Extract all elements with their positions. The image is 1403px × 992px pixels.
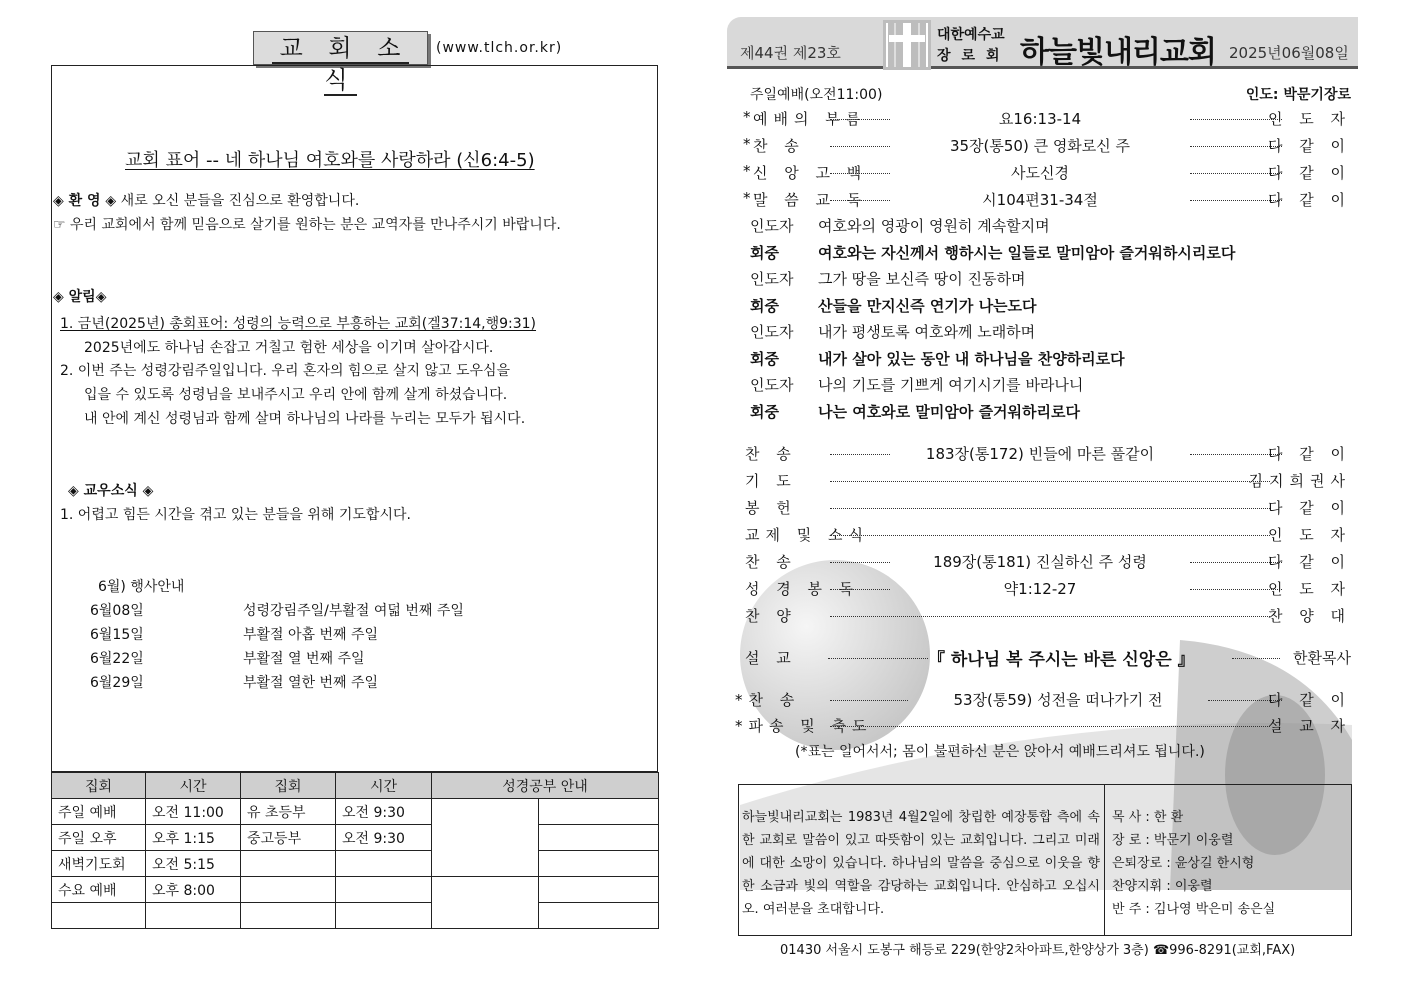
schedule-cell: 주일 예배 [52,799,146,825]
event-description: 성령강림주일/부활절 여덟 번째 주일 [243,603,464,619]
service-leader: 인도: 박문기장로 [1245,87,1351,103]
reading-text: 내가 살아 있는 동안 내 하나님을 찬양하리로다 [818,349,1125,368]
welcome-line [53,190,359,210]
schedule-cell: 오전 9:30 [336,825,432,851]
order-content: 35장(통50) 큰 영화로신 주 [949,137,1131,155]
schedule-cell [241,877,336,903]
notice-1b: 2025년에도 하나님 손잡고 거칠고 험한 세상을 이기며 살아갑시다. [84,340,494,356]
leader-dots [830,173,890,174]
order-mark: * [743,189,751,207]
order-content: 183장(통172) 빈들에 마른 풀같이 [925,445,1155,463]
bible-study-cell [539,877,659,903]
order-responsible: 다 같 이 [1267,191,1351,209]
order-responsible: 김지희권사 [1248,472,1351,490]
reading-text: 그가 땅을 보신즉 땅이 진동하며 [818,270,1026,288]
order-mark: * [743,108,751,126]
event-date: 6월15일 [90,627,144,643]
bible-study-cell [539,903,659,929]
bible-study-cell [432,877,539,929]
reading-text: 산들을 만지신즉 연기가 나는도다 [818,296,1037,315]
reading-text: 여호와의 영광이 영원히 계속할지며 [818,217,1050,235]
sermon-item: 설 교 [745,649,797,667]
schedule-cell: 수요 예배 [52,877,146,903]
schedule-header: 시간 [336,773,432,799]
schedule-header-row [52,773,659,799]
welcome-heading: ◈ 환 영 ◈ [53,193,117,209]
news-title: 교 회 소 식 [253,31,428,65]
schedule-header: 시간 [146,773,241,799]
schedule-cell [336,877,432,903]
schedule-cell: 오후 8:00 [146,877,241,903]
denomination: 대한예수교 [937,27,1005,43]
schedule-cell [52,903,146,929]
leader-dots [830,589,890,590]
reading-speaker: 회중 [750,243,779,262]
stand-note: (*표는 일어서서; 몸이 불편하신 분은 앉아서 예배드리셔도 됩니다.) [795,744,1205,760]
schedule-cell: 오후 1:15 [146,825,241,851]
notice-heading: ◈ 알림◈ [53,289,107,305]
cross-logo-icon [883,20,931,70]
reading-speaker: 인도자 [750,323,794,341]
reading-text: 나는 여호와로 말미암아 즐거워하리로다 [818,402,1080,421]
schedule-cell [336,903,432,929]
church-address: 01430 서울시 도봉구 해등로 229(한양2차아파트,한양상가 3층) ☎996-8291(교회,FAX) [780,943,1296,958]
bulletin-date: 2025년06월08일 [1229,44,1349,62]
service-title: 주일예배(오전11:00) [750,87,883,103]
sermon-title: 『 하나님 복 주시는 바른 신앙은 』 [928,650,1195,670]
reading-speaker: 회중 [750,402,779,421]
notice-2a: 2. 이번 주는 성령강림주일입니다. 우리 혼자의 힘으로 살지 않고 도우심을 [60,363,511,379]
order-item: *찬 송 [735,691,801,709]
schedule-row [52,851,659,877]
event-date: 6월29일 [90,675,144,691]
order-responsible: 찬 양 대 [1267,607,1351,625]
welcome-invite: ☞ 우리 교회에서 함께 믿음으로 살기를 원하는 분은 교역자를 만나주시기 바랍니다. [53,217,561,233]
order-item: 말 씀 교 독 [753,191,868,209]
event-description: 부활절 열 번째 주일 [243,651,365,667]
schedule-cell: 새벽기도회 [52,851,146,877]
event-description: 부활절 열한 번째 주일 [243,675,379,691]
leader-dots [830,562,890,563]
church-name: 하늘빛내리교회 [1020,35,1216,70]
order-item: 기 도 [745,472,797,490]
members-heading: ◈ 교우소식 ◈ [68,483,154,499]
schedule-cell [146,903,241,929]
sermon-preacher: 한환목사 [1293,649,1351,667]
order-item: *파송 및 축도 [735,717,873,735]
intro-divider [1104,784,1105,936]
order-responsible: 다 같 이 [1267,137,1351,155]
order-content: 시104편31-34절 [982,191,1098,209]
notice-2b: 입을 수 있도록 성령님을 보내주시고 우리 안에 함께 살게 하셨습니다. [84,387,508,403]
schedule-row [52,799,659,825]
order-responsible: 인 도 자 [1267,580,1351,598]
reading-speaker: 회중 [750,296,779,315]
schedule-cell: 중고등부 [241,825,336,851]
leader-dots [830,119,890,120]
leader-dots [830,508,1270,509]
order-item: 찬 송 [745,553,797,571]
leader-dots [830,146,890,147]
order-item: 성 경 봉 독 [745,580,860,598]
schedule-row [52,903,659,929]
order-content: 요16:13-14 [998,110,1082,128]
schedule-cell: 오전 9:30 [336,799,432,825]
notice-2c: 내 안에 계신 성령님과 함께 살며 하나님의 나라를 누리는 모두가 됩시다. [84,411,526,427]
bible-study-cell [539,851,659,877]
order-item: 찬 송 [745,445,797,463]
denomination-elder: 장로회 [937,48,1011,64]
leader-dots [830,616,1270,617]
reading-text: 내가 평생토록 여호와께 노래하며 [818,323,1036,341]
schedule-header: 집회 [241,773,336,799]
order-responsible: 다 같 이 [1267,445,1351,463]
leader-dots [828,658,928,659]
bible-study-cell [539,825,659,851]
reading-speaker: 회중 [750,349,779,368]
order-content: 189장(통181) 진실하신 주 성령 [933,553,1147,571]
schedule-header: 집회 [52,773,146,799]
schedule-header: 성경공부 안내 [432,773,659,799]
reading-speaker: 인도자 [750,217,794,235]
leader-dots [830,535,1270,536]
order-item: 교제 및 소식 [745,526,869,544]
schedule-cell: 오전 5:15 [146,851,241,877]
staff-entry: 장 로 : 박문기 이웅렬 [1112,833,1234,848]
volume-number: 제44권 제23호 [740,44,841,62]
schedule-cell [336,851,432,877]
order-responsible: 설 교 자 [1267,717,1351,735]
schedule-table [51,772,659,929]
leader-dots [830,200,890,201]
leader-dots [830,726,1270,727]
leader-dots [830,700,908,701]
order-item: 예배의 부름 [753,110,867,128]
staff-entry: 찬양지휘 : 이웅렬 [1112,879,1213,894]
welcome-text: 새로 오신 분들을 진심으로 환영합니다. [116,193,360,209]
event-date: 6월22일 [90,651,144,667]
order-responsible: 다 같 이 [1267,691,1351,709]
order-mark: * [743,135,751,153]
bible-study-cell [539,799,659,825]
schedule-cell [241,851,336,877]
schedule-cell: 오전 11:00 [146,799,241,825]
order-item: 찬 송 [753,137,805,155]
members-1: 1. 어렵고 힘든 시간을 겪고 있는 분들을 위해 기도합시다. [60,507,411,523]
bible-study-cell [432,799,539,877]
order-responsible: 인 도 자 [1267,110,1351,128]
order-item: 봉 헌 [745,499,797,517]
reading-speaker: 인도자 [750,270,794,288]
schedule-cell [241,903,336,929]
notice-1a: 1. 금년(2025년) 총회표어: 성령의 능력으로 부흥하는 교회(겔37:14,행9:31) [60,316,537,332]
order-item: 신 앙 고 백 [753,164,868,182]
staff-entry: 반 주 : 김나영 박은미 송은실 [1112,902,1276,917]
order-content: 53장(통59) 성전을 떠나가기 전 [953,691,1163,709]
order-mark: * [743,162,751,180]
schedule-cell: 주일 오후 [52,825,146,851]
reading-text: 나의 기도를 기쁘게 여기시기를 바라나니 [818,376,1084,394]
events-heading: 6월) 행사안내 [98,579,185,595]
leader-dots [830,454,890,455]
order-responsible: 다 같 이 [1267,553,1351,571]
leader-dots [1232,658,1280,659]
reading-text: 여호와는 자신께서 행하시는 일들로 말미암아 즐거워하시리로다 [818,243,1236,262]
order-responsible: 다 같 이 [1267,164,1351,182]
order-responsible: 인 도 자 [1267,526,1351,544]
order-responsible: 다 같 이 [1267,499,1351,517]
schedule-row [52,877,659,903]
staff-entry: 목 사 : 한 환 [1112,810,1184,825]
event-description: 부활절 아홉 번째 주일 [243,627,379,643]
event-date: 6월08일 [90,603,144,619]
order-item: 찬 양 [745,607,797,625]
church-introduction: 하늘빛내리교회는 1983년 4월2일에 창립한 예장통합 측에 속한 교회로 말씀이 있고 따뜻함이 있는 교회입니다. 그리고 미래에 대한 소망이 있습니다. 하나님의 말씀을 중심으로 이웃을 향한 소금과 빛의 역할을 감당하는 교회입니다. 안심하고 오십시오. 여러분을 초대합니다. [742,810,1100,917]
church-url[interactable]: (www.tlch.or.kr) [436,40,563,56]
reading-speaker: 인도자 [750,376,794,394]
schedule-row [52,825,659,851]
order-content: 사도신경 [1011,164,1069,182]
staff-entry: 은퇴장로 : 윤상길 한시형 [1112,856,1255,871]
leader-dots [830,481,1270,482]
schedule-cell: 유 초등부 [241,799,336,825]
order-content: 약1:12-27 [1003,580,1077,598]
church-motto: 교회 표어 -- 네 하나님 여호와를 사랑하라 (신6:4-5) [125,150,535,171]
